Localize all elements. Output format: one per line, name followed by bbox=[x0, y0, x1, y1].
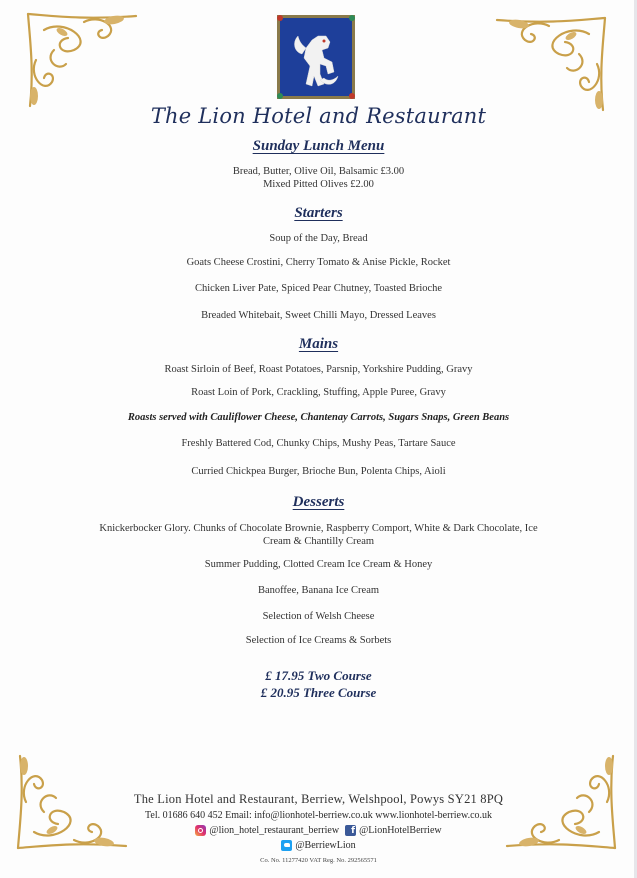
menu-item: Banoffee, Banana Ice Cream bbox=[257, 585, 380, 596]
hotel-title: The Lion Hotel and Restaurant bbox=[150, 104, 487, 128]
mains-heading: Mains bbox=[298, 336, 339, 352]
gold-scroll-ornament-icon bbox=[489, 14, 609, 114]
menu-item: Knickerbocker Glory. Chunks of Chocolate Brownie, Raspberry Comport, White & Dark Chocolate, Ice bbox=[99, 523, 538, 534]
menu-item: Curried Chickpea Burger, Brioche Bun, Polenta Chips, Aioli bbox=[191, 466, 446, 477]
roasts-note: Roasts served with Cauliflower Cheese, Chantenay Carrots, Sugars Snaps, Green Beans bbox=[127, 412, 510, 423]
facebook-handle: @LionHotelBerriew bbox=[359, 825, 442, 836]
facebook-icon: f bbox=[345, 825, 356, 836]
footer-contact: Tel. 01686 640 452 Email: info@lionhotel-berriew.co.uk www.lionhotel-berriew.co.uk bbox=[144, 810, 493, 821]
instagram-icon bbox=[195, 825, 206, 836]
three-course-price: £ 20.95 Three Course bbox=[260, 685, 377, 700]
starters-heading: Starters bbox=[294, 205, 343, 221]
menu-item: Roast Sirloin of Beef, Roast Potatoes, Parsnip, Yorkshire Pudding, Gravy bbox=[164, 364, 473, 375]
menu-item: Selection of Ice Creams & Sorbets bbox=[245, 635, 392, 646]
menu-item: Goats Cheese Crostini, Cherry Tomato & Anise Pickle, Rocket bbox=[186, 257, 451, 268]
menu-item: Breaded Whitebait, Sweet Chilli Mayo, Dressed Leaves bbox=[201, 310, 436, 321]
menu-item: Selection of Welsh Cheese bbox=[262, 611, 375, 622]
menu-item: Summer Pudding, Clotted Cream Ice Cream & Honey bbox=[204, 559, 433, 570]
menu-item: Roast Loin of Pork, Crackling, Stuffing, Apple Puree, Gravy bbox=[191, 387, 446, 398]
social-row-twitter bbox=[0, 840, 637, 851]
footer-address: The Lion Hotel and Restaurant, Berriew, Welshpool, Powys SY21 8PQ bbox=[133, 792, 504, 806]
menu-item: Chicken Liver Pate, Spiced Pear Chutney, Toasted Brioche bbox=[194, 283, 443, 294]
menu-title: Sunday Lunch Menu bbox=[252, 138, 385, 154]
menu-item: Freshly Battered Cod, Chunky Chips, Mushy Peas, Tartare Sauce bbox=[181, 438, 456, 449]
olives-line: Mixed Pitted Olives £2.00 bbox=[263, 179, 374, 190]
instagram-handle: @lion_hotel_restaurant_berriew bbox=[209, 825, 340, 836]
twitter-link[interactable] bbox=[281, 840, 355, 851]
lion-crest-icon bbox=[276, 14, 356, 100]
instagram-link[interactable] bbox=[195, 825, 339, 836]
menu-item-continued: Cream & Chantilly Cream bbox=[262, 536, 375, 547]
registration-info: Co. No. 11277420 VAT Reg. No. 292565571 bbox=[260, 857, 377, 864]
menu-item: Soup of the Day, Bread bbox=[269, 233, 368, 244]
desserts-heading: Desserts bbox=[292, 494, 345, 510]
twitter-icon bbox=[281, 840, 292, 851]
social-row bbox=[0, 825, 637, 836]
gold-scroll-ornament-icon bbox=[24, 10, 144, 110]
bread-line: Bread, Butter, Olive Oil, Balsamic £3.00 bbox=[232, 166, 405, 177]
facebook-link[interactable] bbox=[345, 825, 442, 836]
twitter-handle: @BerriewLion bbox=[295, 840, 356, 851]
two-course-price: £ 17.95 Two Course bbox=[265, 668, 372, 683]
